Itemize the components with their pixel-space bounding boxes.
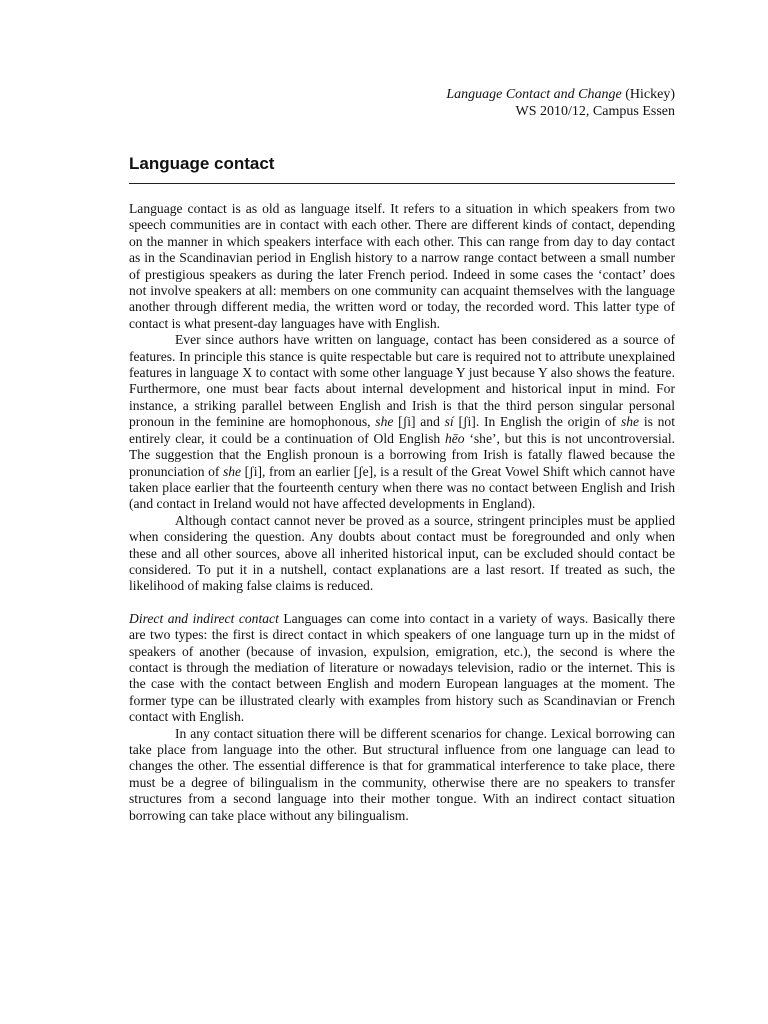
paragraph-4 xyxy=(129,611,675,726)
term-she-2: she xyxy=(620,414,640,430)
section-title: Language contact xyxy=(129,154,275,173)
paragraph-2-text-c: [ʃi]. In English the origin of xyxy=(453,414,621,430)
paragraph-4-text: Languages can come into contact in a variety of ways. Basically there are two types: the first is direct contact in which speakers of one language turn up in the midst of speakers of another (because of invasion, expulsion, emigration, etc.), the second is where the contact is through the mediation of literature or nowadays television, radio or the internet. This is the case with the contact between English and modern European languages at the moment. The former type can be illustrated clearly with examples from history such as Scandinavian or French contact with English. xyxy=(129,610,675,725)
course-author: (Hickey) xyxy=(621,87,675,102)
paragraph-2-text-a: Ever since authors have written on language, contact has been considered as a source of features. In principle this stance is quite respectable but care is required not to attribute unexplained features in language X to contact with some other language Y just because Y also shows the feature. Furthermore, one must bear facts about internal development and historical input in mind. For instance, a striking parallel between English and Irish is that the third person singular personal pronoun in the feminine are homophonous, xyxy=(129,332,675,430)
paragraph-2-text-b: [ʃi] and xyxy=(393,414,445,430)
term-she: she xyxy=(375,414,394,430)
subsection-heading: Direct and indirect contact xyxy=(129,610,279,626)
paragraph-2 xyxy=(129,332,675,512)
running-header xyxy=(446,86,675,120)
header-course-line xyxy=(446,86,675,103)
paragraph-2-text-e: ‘she’, but this is not uncontroversial. The suggestion that the English pronoun is a borrowing from Irish is fatally flawed because the pronunciation of xyxy=(129,430,675,479)
term-she-3: she xyxy=(222,463,242,479)
paragraph-1: Language contact is as old as language itself. It refers to a situation in which speakers from two speech communities are in contact with each other. There are different kinds of contact, depending on the manner in which speakers interface with each other. This can range from day to day contact as in the Scandinavian period in English history to a narrow range contact between a small number of prestigious speakers as during the later French period. Indeed in some cases the ‘contact’ does not involve speakers at all: members on one community can acquaint themselves with the language another through different media, the written word or today, the recorded word. This latter type of contact is what present-day languages have with English. xyxy=(129,201,675,331)
header-term: WS 2010/12, Campus Essen xyxy=(515,104,675,119)
paragraph-5: In any contact situation there will be different scenarios for change. Lexical borrowing can take place from language into the other. But structural influence from one language can lead to changes the other. The essential difference is that for grammatical interference to take place, there must be a degree of bilingualism in the community, otherwise there are no speakers to transfer structures from a second language into their mother tongue. With an indirect contact situation borrowing can take place without any bilingualism. xyxy=(129,725,675,823)
paragraph-2-text-f: [ʃi], from an earlier [ʃe], is a result of the Great Vowel Shift which cannot have taken place earlier that the fourteenth century when there was no contact between English and Irish (and contact in Ireland would not have affected developments in England). xyxy=(129,463,675,512)
title-divider xyxy=(129,183,675,184)
paragraph-2-text-d: is not entirely clear, it could be a continuation of Old English xyxy=(129,414,676,446)
term-heo: hēo xyxy=(444,430,465,446)
body-text xyxy=(129,201,675,824)
term-si: sí xyxy=(444,414,454,430)
course-title: Language Contact and Change xyxy=(446,87,622,102)
paragraph-3: Although contact cannot never be proved as a source, stringent principles must be applied when considering the question. Any doubts about contact must be foregrounded and only when these and all other sources, above all inherited historical input, can be excluded should contact be considered. To put it in a nutshell, contact explanations are a last resort. If treated as such, the likelihood of making false claims is reduced. xyxy=(129,512,675,594)
